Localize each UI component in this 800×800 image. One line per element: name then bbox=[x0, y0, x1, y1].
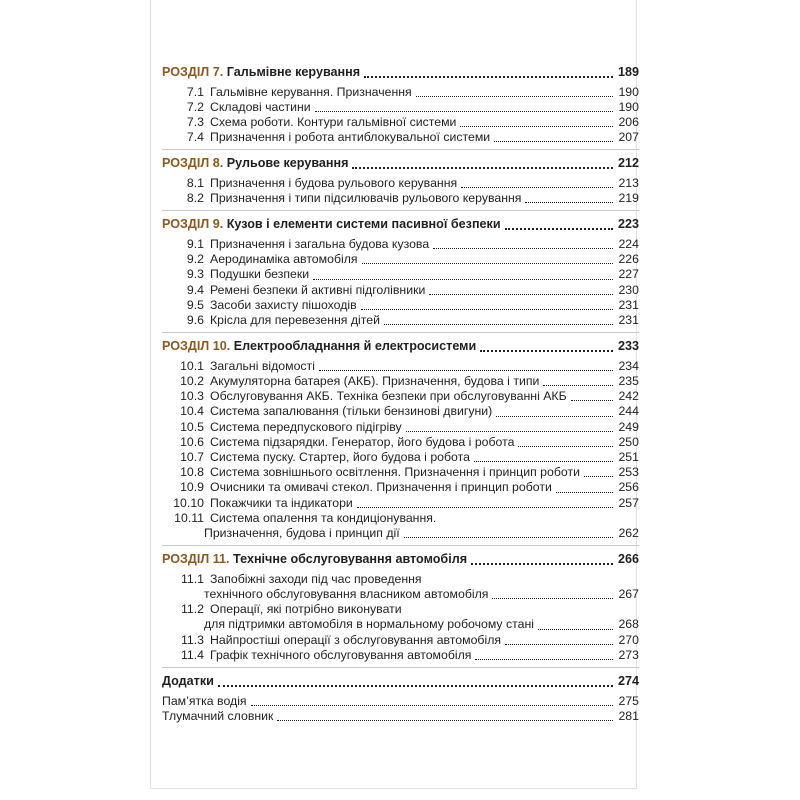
toc-entry[interactable] bbox=[162, 374, 639, 389]
entry-page-number: 262 bbox=[618, 526, 639, 541]
entry-title: Призначення і робота антиблокувальної системи bbox=[210, 130, 491, 145]
entry-page-number: 251 bbox=[618, 450, 639, 465]
dot-leader bbox=[584, 476, 613, 477]
entry-page-number: 253 bbox=[618, 465, 639, 480]
toc-entry-continuation[interactable] bbox=[162, 526, 639, 541]
entry-title: Ремені безпеки й активні підголівники bbox=[210, 282, 426, 297]
section-heading[interactable] bbox=[162, 217, 639, 233]
entry-title: Загальні відомості bbox=[210, 358, 315, 373]
entry-number: 10.5 bbox=[180, 419, 204, 434]
entry-title: Покажчики та індикатори bbox=[210, 495, 353, 510]
dot-leader bbox=[315, 111, 613, 112]
entry-page-number: 206 bbox=[618, 115, 639, 129]
entry-number: 11.3 bbox=[180, 632, 204, 647]
toc-entry[interactable] bbox=[162, 298, 639, 313]
toc-entry[interactable] bbox=[162, 420, 639, 435]
dot-leader bbox=[518, 446, 613, 447]
dot-leader bbox=[525, 202, 613, 203]
entry-page-number: 231 bbox=[618, 313, 639, 328]
dot-leader bbox=[496, 416, 613, 417]
entry-page-number: 249 bbox=[618, 419, 639, 434]
appendix-heading[interactable] bbox=[162, 674, 639, 690]
entry-number: 10.10 bbox=[173, 495, 204, 510]
dot-leader bbox=[251, 705, 613, 706]
entry-title: Призначення і загальна будова кузова bbox=[210, 237, 430, 251]
section-heading[interactable] bbox=[162, 156, 639, 172]
dot-leader bbox=[352, 167, 613, 169]
entry-page-number: 234 bbox=[618, 358, 639, 373]
section-page-number: 233 bbox=[617, 339, 639, 354]
dot-leader bbox=[362, 263, 613, 264]
entry-title: Найпростіші операції з обслуговування автомобіля bbox=[210, 632, 502, 647]
entry-page-number: 268 bbox=[618, 617, 639, 632]
entry-number: 10.3 bbox=[180, 389, 204, 404]
toc-entry-continuation[interactable] bbox=[162, 617, 639, 632]
appendix-section bbox=[162, 674, 639, 728]
entry-title: Система запалювання (тільки бензинові двигуни) bbox=[210, 404, 493, 419]
section-heading[interactable] bbox=[162, 339, 639, 355]
entry-page-number: 273 bbox=[618, 647, 639, 662]
section-prefix: РОЗДІЛ 8. bbox=[162, 156, 224, 171]
dot-leader bbox=[494, 141, 613, 142]
dot-leader bbox=[492, 598, 613, 599]
entry-title: Аеродинаміка автомобіля bbox=[210, 252, 358, 267]
dot-leader bbox=[416, 96, 613, 97]
toc-entry[interactable] bbox=[162, 313, 639, 328]
entry-title: Система опалення та кондиціонування. bbox=[210, 510, 437, 525]
entry-title: Запобіжні заходи під час проведення bbox=[210, 571, 422, 586]
entry-page-number: 257 bbox=[618, 495, 639, 510]
section-prefix: РОЗДІЛ 7. bbox=[162, 65, 224, 79]
toc-entry[interactable] bbox=[162, 252, 639, 267]
dot-leader bbox=[361, 309, 613, 310]
entry-page-number: 224 bbox=[618, 237, 639, 251]
toc-entry[interactable] bbox=[162, 633, 639, 648]
section-prefix: РОЗДІЛ 9. bbox=[162, 217, 224, 232]
entry-page-number: 230 bbox=[618, 282, 639, 297]
dot-leader bbox=[313, 279, 613, 280]
toc-section bbox=[162, 217, 639, 333]
entry-page-number: 235 bbox=[618, 374, 639, 389]
section-heading[interactable] bbox=[162, 65, 639, 81]
dot-leader bbox=[404, 537, 613, 538]
toc-entry[interactable] bbox=[162, 176, 639, 191]
entry-title: Система передпускового підігріву bbox=[210, 419, 402, 434]
dot-leader bbox=[471, 563, 613, 565]
dot-leader bbox=[505, 228, 613, 230]
dot-leader bbox=[218, 685, 613, 687]
section-title-text: Кузов і елементи системи пасивної безпеки bbox=[226, 217, 501, 232]
entry-number: 10.1 bbox=[180, 358, 204, 373]
entry-number: 11.4 bbox=[180, 647, 204, 662]
dot-leader bbox=[429, 294, 613, 295]
toc-entry[interactable] bbox=[162, 648, 639, 663]
toc-section bbox=[162, 156, 639, 211]
entry-page-number: 219 bbox=[618, 191, 639, 206]
dot-leader bbox=[384, 324, 613, 325]
appendix-entry[interactable] bbox=[162, 694, 639, 709]
section-title bbox=[162, 217, 501, 233]
entry-title: Графік технічного обслуговування автомобіля bbox=[210, 647, 472, 662]
toc-entry[interactable] bbox=[162, 130, 639, 145]
section-prefix: РОЗДІЛ 11. bbox=[162, 552, 230, 567]
dot-leader bbox=[406, 431, 613, 432]
entry-page-number: 242 bbox=[618, 389, 639, 404]
entry-page-number: 267 bbox=[618, 587, 639, 602]
entry-title: Очисники та омивачі стекол. Призначення і принцип роботи bbox=[210, 480, 552, 495]
entry-title-continued: для підтримки автомобіля в нормальному робочому стані bbox=[204, 617, 534, 632]
toc-entry[interactable] bbox=[162, 115, 639, 130]
toc-entry[interactable] bbox=[162, 100, 639, 115]
dot-leader bbox=[319, 370, 613, 371]
toc-section bbox=[162, 552, 639, 668]
section-title-text: Рульове керування bbox=[226, 156, 349, 171]
toc-entry[interactable] bbox=[162, 85, 639, 100]
entry-title-continued: Призначення, будова і принцип дії bbox=[204, 526, 400, 541]
dot-leader bbox=[475, 659, 613, 660]
dot-leader bbox=[505, 644, 613, 645]
toc-entry[interactable] bbox=[162, 237, 639, 252]
entry-title: Схема роботи. Контури гальмівної системи bbox=[210, 115, 457, 129]
section-title-text: Електрообладнання й електросистеми bbox=[233, 339, 477, 354]
toc-entry[interactable] bbox=[162, 450, 639, 465]
entry-number: 8.2 bbox=[186, 191, 204, 206]
entry-title: Гальмівне керування. Призначення bbox=[210, 84, 412, 99]
entry-title: Подушки безпеки bbox=[210, 267, 310, 282]
section-title bbox=[162, 339, 476, 355]
entry-title: Система підзарядки. Генератор, його будова і робота bbox=[210, 434, 515, 449]
toc-entry[interactable] bbox=[162, 496, 639, 511]
toc-entry[interactable] bbox=[162, 191, 639, 206]
appendix-entry-page-number: 281 bbox=[618, 708, 639, 723]
toc-entry-continuation[interactable] bbox=[162, 587, 639, 602]
entry-title: Складові частини bbox=[210, 99, 311, 114]
entry-page-number: 231 bbox=[618, 297, 639, 312]
dot-leader bbox=[357, 507, 613, 508]
entry-number: 11.1 bbox=[180, 571, 204, 586]
toc-entry[interactable] bbox=[162, 572, 639, 587]
section-heading[interactable] bbox=[162, 552, 639, 568]
entry-number: 9.3 bbox=[186, 267, 204, 282]
entry-number: 11.2 bbox=[180, 602, 204, 617]
entry-page-number: 270 bbox=[618, 632, 639, 647]
entry-number: 10.11 bbox=[174, 510, 204, 525]
dot-leader bbox=[556, 492, 613, 493]
toc-entry[interactable] bbox=[162, 465, 639, 480]
entry-number: 10.2 bbox=[180, 374, 204, 389]
entry-page-number: 256 bbox=[618, 480, 639, 495]
appendix-title: Додатки bbox=[162, 674, 214, 689]
toc-entry[interactable] bbox=[162, 283, 639, 298]
appendix-entry[interactable] bbox=[162, 709, 639, 724]
dot-leader bbox=[543, 385, 613, 386]
toc-entry[interactable] bbox=[162, 602, 639, 617]
dot-leader bbox=[461, 187, 613, 188]
section-page-number: 189 bbox=[617, 65, 639, 79]
toc-section bbox=[162, 339, 639, 546]
entry-title: Система зовнішнього освітлення. Призначення і принцип роботи bbox=[210, 465, 580, 480]
entry-number: 10.8 bbox=[180, 465, 204, 480]
section-title bbox=[162, 552, 467, 568]
toc-entry[interactable] bbox=[162, 480, 639, 495]
entry-number: 7.2 bbox=[186, 99, 204, 114]
dot-leader bbox=[474, 461, 613, 462]
section-title-text: Гальмівне керування bbox=[226, 65, 361, 79]
entry-page-number: 213 bbox=[618, 176, 639, 190]
appendix-entry-title: Пам’ятка водія bbox=[162, 693, 247, 708]
section-title bbox=[162, 156, 348, 172]
entry-number: 9.2 bbox=[186, 252, 204, 267]
dot-leader bbox=[538, 629, 613, 630]
entry-title: Акумуляторна батарея (АКБ). Призначення, будова і типи bbox=[210, 374, 540, 389]
section-page-number: 266 bbox=[617, 552, 639, 567]
entry-title: Призначення і типи підсилювачів рульового керування bbox=[210, 191, 522, 206]
toc-entry[interactable] bbox=[162, 511, 639, 526]
toc-entry[interactable] bbox=[162, 389, 639, 404]
toc-entry[interactable] bbox=[162, 267, 639, 282]
entry-number: 7.3 bbox=[186, 115, 204, 129]
entry-title: Засоби захисту пішоходів bbox=[210, 297, 357, 312]
entry-number: 10.7 bbox=[180, 450, 204, 465]
entry-number: 7.1 bbox=[186, 84, 204, 99]
entry-title: Система пуску. Стартер, його будова і робота bbox=[210, 450, 470, 465]
toc-entry[interactable] bbox=[162, 435, 639, 450]
section-page-number: 223 bbox=[617, 217, 639, 232]
dot-leader bbox=[277, 720, 613, 721]
entry-page-number: 227 bbox=[618, 267, 639, 282]
toc-entry[interactable] bbox=[162, 359, 639, 374]
entry-number: 10.4 bbox=[180, 404, 204, 419]
dot-leader bbox=[460, 126, 613, 127]
entry-title: Операції, які потрібно виконувати bbox=[210, 602, 402, 617]
section-page-number: 212 bbox=[617, 156, 639, 171]
table-of-contents bbox=[162, 60, 639, 734]
entry-number: 10.9 bbox=[180, 480, 204, 495]
entry-number: 9.5 bbox=[186, 297, 204, 312]
entry-number: 9.4 bbox=[186, 282, 204, 297]
dot-leader bbox=[480, 350, 613, 352]
entry-title: Крісла для перевезення дітей bbox=[210, 313, 380, 328]
entry-page-number: 190 bbox=[618, 99, 639, 114]
dot-leader bbox=[433, 248, 613, 249]
entry-page-number: 190 bbox=[618, 84, 639, 99]
appendix-entry-page-number: 275 bbox=[618, 693, 639, 708]
dot-leader bbox=[571, 400, 613, 401]
entry-page-number: 244 bbox=[618, 404, 639, 419]
entry-number: 10.6 bbox=[180, 434, 204, 449]
toc-entry[interactable] bbox=[162, 404, 639, 419]
entry-title-continued: технічного обслуговування власником автомобіля bbox=[204, 587, 489, 602]
appendix-entry-title: Тлумачний словник bbox=[162, 708, 274, 723]
entry-number: 7.4 bbox=[186, 130, 204, 145]
entry-title: Призначення і будова рульового керування bbox=[210, 176, 458, 190]
entry-number: 9.1 bbox=[186, 237, 204, 251]
appendix-page-number: 274 bbox=[617, 674, 639, 689]
entry-page-number: 207 bbox=[618, 130, 639, 145]
entry-number: 9.6 bbox=[186, 313, 204, 328]
dot-leader bbox=[364, 76, 613, 78]
toc-section bbox=[162, 65, 639, 150]
entry-title: Обслуговування АКБ. Техніка безпеки при обслуговуванні АКБ bbox=[210, 389, 567, 404]
section-prefix: РОЗДІЛ 10. bbox=[162, 339, 231, 354]
entry-page-number: 250 bbox=[618, 434, 639, 449]
section-title bbox=[162, 65, 360, 81]
entry-page-number: 226 bbox=[618, 252, 639, 267]
section-title-text: Технічне обслуговування автомобіля bbox=[233, 552, 468, 567]
entry-number: 8.1 bbox=[186, 176, 204, 190]
